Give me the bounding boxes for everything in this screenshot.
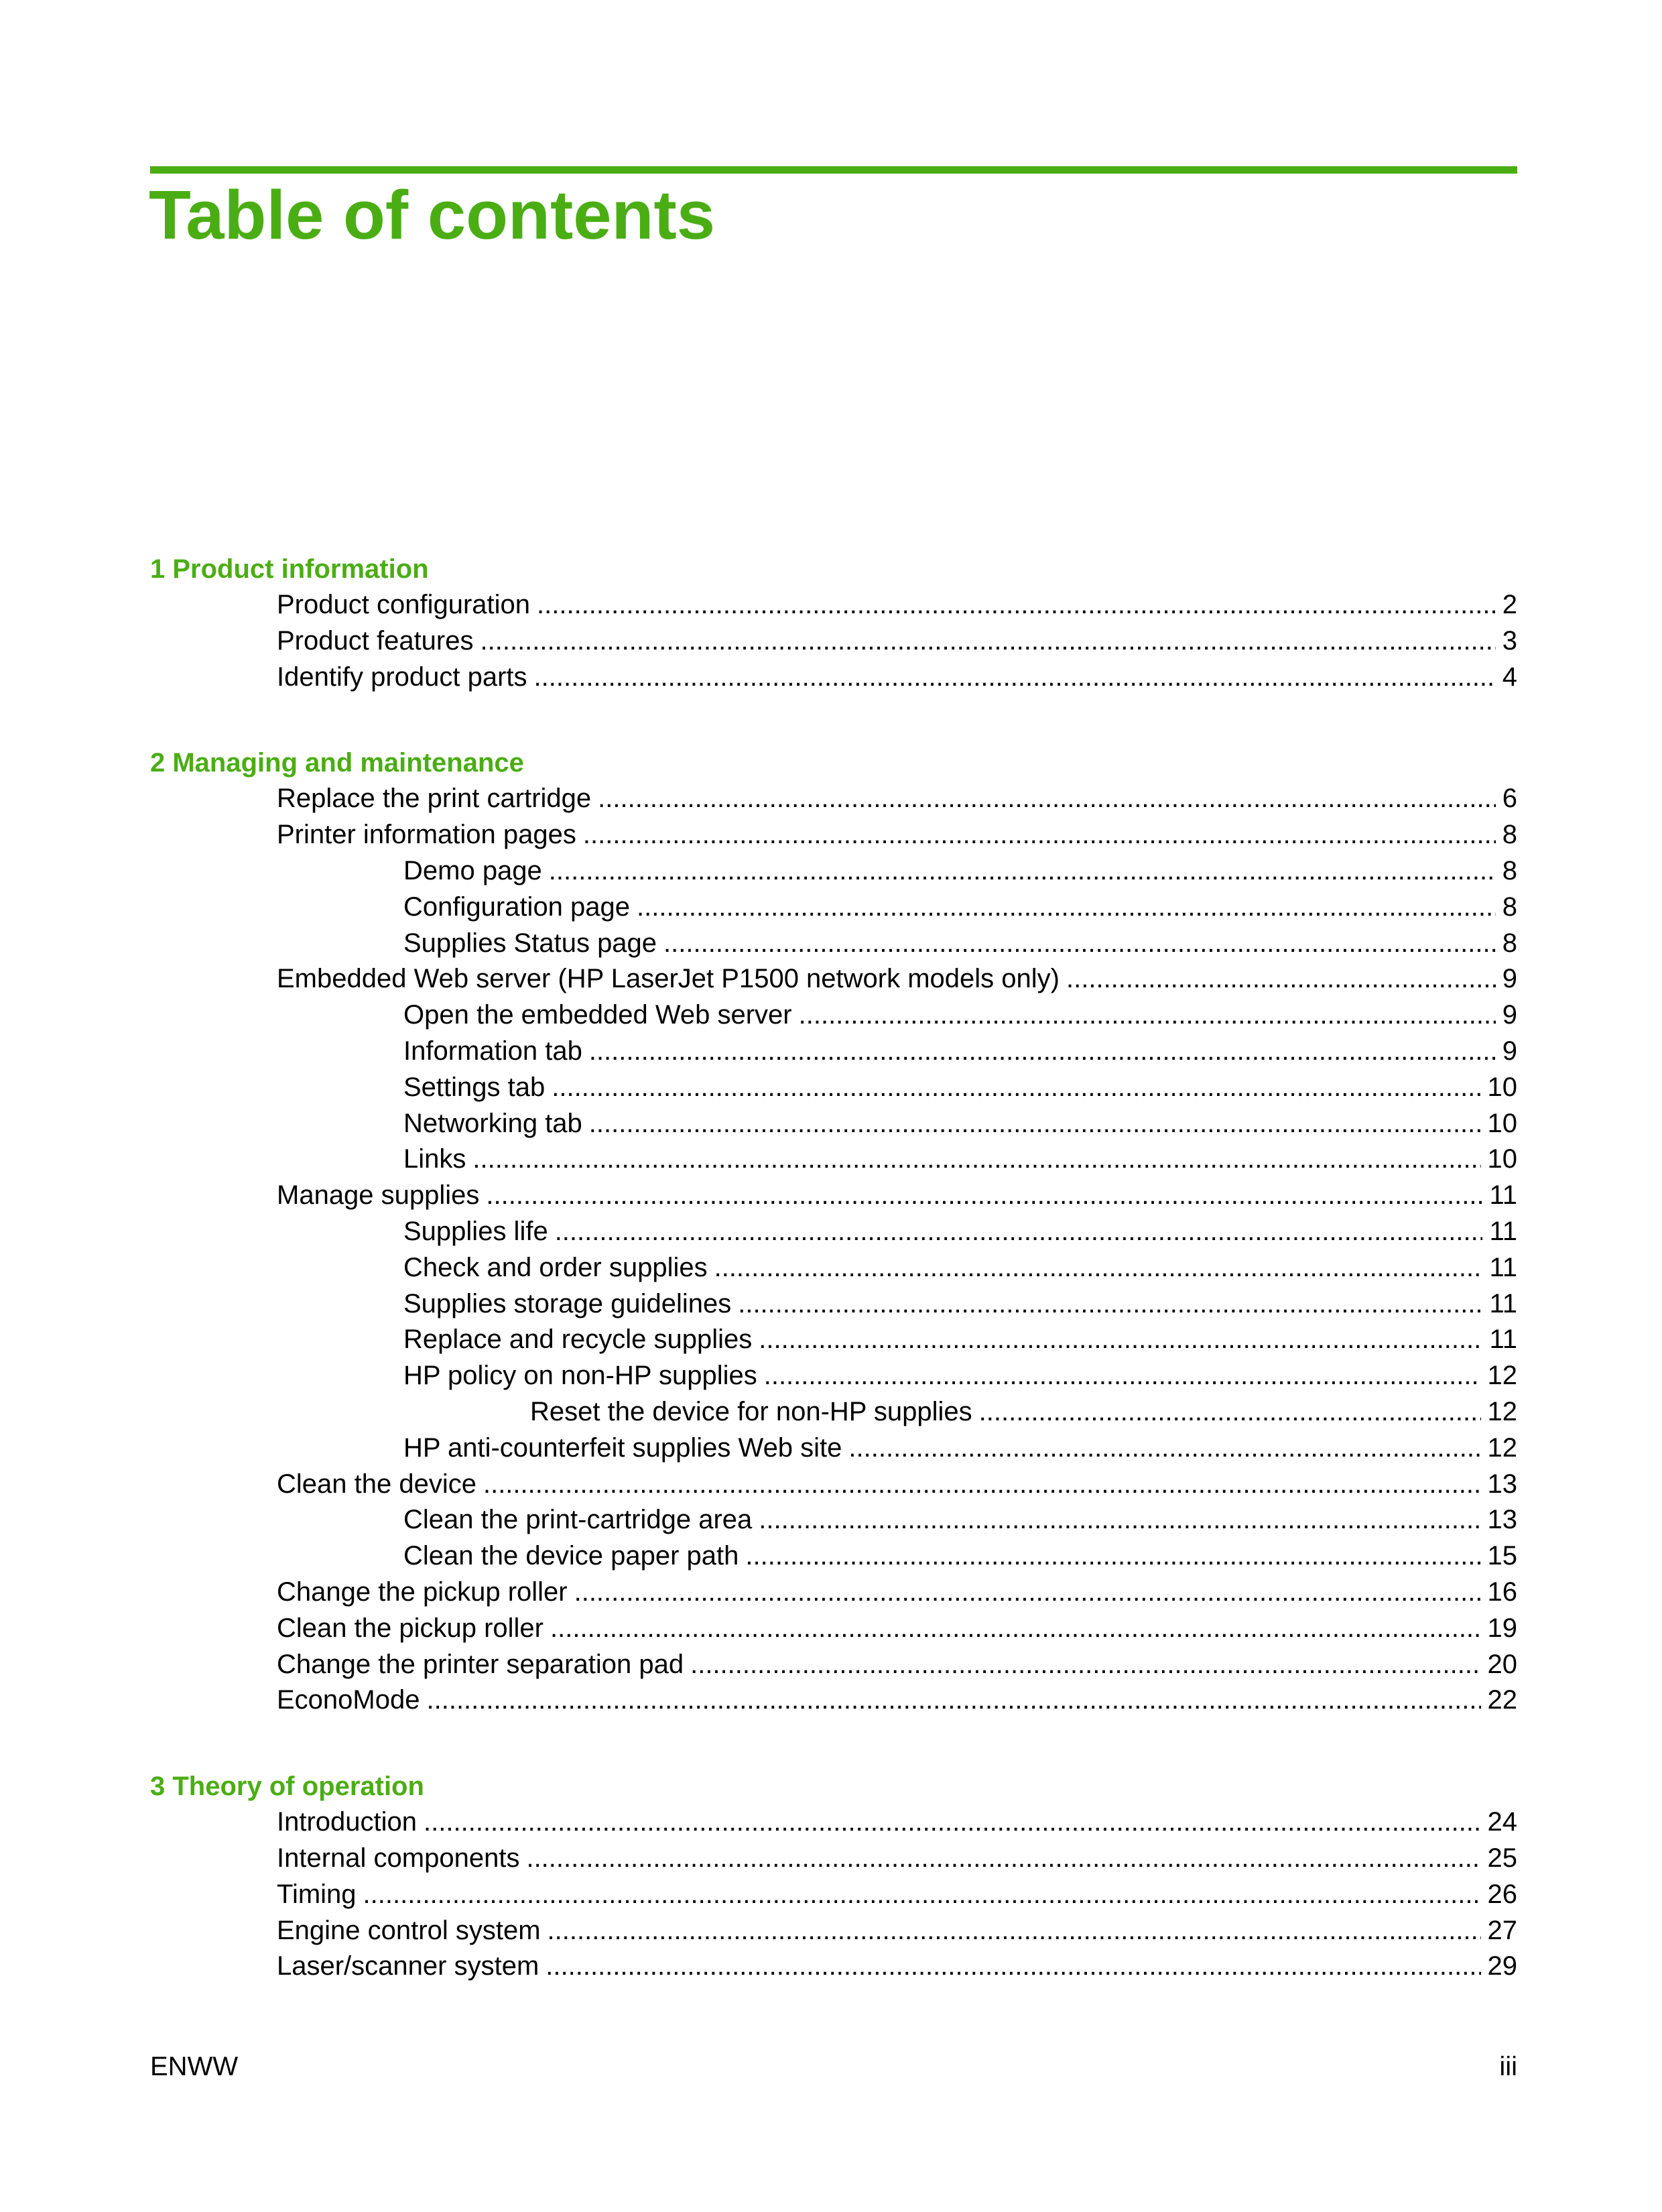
toc-entry-title: Check and order supplies xyxy=(403,1252,708,1282)
dot-leader xyxy=(550,1611,1481,1647)
toc-entry[interactable] xyxy=(150,926,1517,962)
toc-entry-page-number: 29 xyxy=(1487,1951,1517,1981)
title-rule xyxy=(150,166,1517,174)
toc-entry-title: HP anti-counterfeit supplies Web site xyxy=(403,1432,842,1463)
toc-entry-title: Clean the print-cartridge area xyxy=(403,1505,753,1535)
toc-entry-page-number: 25 xyxy=(1487,1843,1517,1873)
dot-leader xyxy=(759,1502,1480,1538)
toc-chapter xyxy=(150,551,1517,695)
toc-entry[interactable] xyxy=(150,1322,1517,1358)
dot-leader xyxy=(526,1841,1480,1877)
toc-entry-page-number: 13 xyxy=(1487,1505,1517,1535)
toc-entry[interactable] xyxy=(150,1214,1517,1250)
toc-entry[interactable] xyxy=(150,623,1517,660)
toc-entry-page-number: 11 xyxy=(1489,1216,1517,1246)
dot-leader xyxy=(486,1178,1482,1214)
dot-leader xyxy=(552,1070,1480,1106)
dot-leader xyxy=(1066,961,1496,997)
dot-leader xyxy=(546,1949,1480,1985)
dot-leader xyxy=(663,926,1496,962)
toc-entry[interactable] xyxy=(150,1178,1517,1214)
toc-entry-page-number: 10 xyxy=(1487,1108,1517,1138)
toc-entry-title: Replace the print cartridge xyxy=(277,784,592,814)
toc-entry-title: Information tab xyxy=(403,1036,582,1066)
toc-entry-page-number: 22 xyxy=(1487,1685,1517,1715)
toc-entry-title: Settings tab xyxy=(403,1072,546,1102)
page-title: Table of contents xyxy=(149,176,716,253)
table-of-contents xyxy=(150,551,1517,1985)
toc-entry[interactable] xyxy=(150,1682,1517,1719)
dot-leader xyxy=(690,1647,1480,1683)
chapter-heading[interactable]: 2 Managing and maintenance xyxy=(150,748,524,778)
toc-entry[interactable] xyxy=(150,817,1517,853)
dot-leader xyxy=(548,1913,1481,1949)
toc-entry-page-number: 10 xyxy=(1487,1072,1517,1102)
toc-entry-title: Engine control system xyxy=(277,1915,541,1945)
toc-entry-title: Manage supplies xyxy=(277,1180,480,1211)
toc-entry-page-number: 8 xyxy=(1502,855,1517,885)
dot-leader xyxy=(534,660,1496,696)
page-footer xyxy=(150,2048,1517,2085)
toc-entry-title: Supplies Status page xyxy=(403,928,657,958)
toc-entry[interactable] xyxy=(150,1034,1517,1070)
dot-leader xyxy=(799,997,1496,1034)
toc-entry-page-number: 11 xyxy=(1489,1325,1517,1355)
toc-entry-page-number: 20 xyxy=(1487,1649,1517,1679)
footer-page-number: iii xyxy=(1499,2052,1517,2081)
toc-entry-page-number: 9 xyxy=(1502,1036,1517,1066)
toc-entry[interactable] xyxy=(150,1430,1517,1467)
toc-entry[interactable] xyxy=(150,1142,1517,1178)
dot-leader xyxy=(848,1430,1480,1467)
dot-leader xyxy=(472,1142,1480,1178)
dot-leader xyxy=(574,1575,1481,1611)
toc-entry[interactable] xyxy=(150,1106,1517,1142)
toc-entry[interactable] xyxy=(150,1070,1517,1106)
toc-entry-title: Identify product parts xyxy=(277,662,527,692)
toc-entry-page-number: 24 xyxy=(1487,1807,1517,1837)
toc-entry[interactable] xyxy=(150,1647,1517,1683)
toc-entry-page-number: 4 xyxy=(1502,662,1517,692)
toc-entry-title: Links xyxy=(403,1144,466,1174)
toc-entry[interactable] xyxy=(150,997,1517,1034)
dot-leader xyxy=(598,781,1496,817)
toc-entry[interactable] xyxy=(150,1575,1517,1611)
dot-leader xyxy=(589,1034,1496,1070)
toc-entry[interactable] xyxy=(150,1538,1517,1575)
toc-entry[interactable] xyxy=(150,1250,1517,1286)
toc-entry-title: Embedded Web server (HP LaserJet P1500 network models only) xyxy=(277,964,1060,994)
chapter-heading[interactable]: 3 Theory of operation xyxy=(150,1772,424,1802)
toc-entry-page-number: 8 xyxy=(1502,820,1517,850)
toc-entry-title: Laser/scanner system xyxy=(277,1951,539,1981)
toc-entry-page-number: 10 xyxy=(1487,1144,1517,1174)
toc-entry-page-number: 9 xyxy=(1502,964,1517,994)
toc-entry[interactable] xyxy=(150,1394,1517,1430)
toc-entry-page-number: 6 xyxy=(1502,784,1517,814)
toc-entry-page-number: 12 xyxy=(1487,1361,1517,1391)
dot-leader xyxy=(555,1214,1483,1250)
toc-entry-title: Clean the pickup roller xyxy=(277,1613,544,1643)
toc-entry-page-number: 12 xyxy=(1487,1432,1517,1463)
toc-entry-title: EconoMode xyxy=(277,1685,420,1715)
toc-entry-title: Change the pickup roller xyxy=(277,1577,568,1607)
toc-entry[interactable] xyxy=(150,587,1517,623)
toc-entry-page-number: 13 xyxy=(1487,1469,1517,1499)
dot-leader xyxy=(537,587,1496,623)
toc-entry-page-number: 16 xyxy=(1487,1577,1517,1607)
dot-leader xyxy=(637,889,1496,926)
dot-leader xyxy=(764,1358,1481,1394)
toc-entry-title: Product features xyxy=(277,625,474,656)
toc-entry-title: Timing xyxy=(277,1879,357,1909)
toc-entry[interactable] xyxy=(150,853,1517,889)
toc-entry[interactable] xyxy=(150,660,1517,696)
dot-leader xyxy=(745,1538,1480,1575)
toc-entry-page-number: 3 xyxy=(1502,625,1517,656)
footer-document-code: ENWW xyxy=(150,2052,239,2081)
toc-entry-title: Clean the device xyxy=(277,1469,476,1499)
toc-chapter xyxy=(150,1768,1517,1985)
toc-entry[interactable] xyxy=(150,1286,1517,1323)
toc-entry[interactable] xyxy=(150,1358,1517,1394)
toc-entry[interactable] xyxy=(150,1949,1517,1985)
toc-entry-title: Printer information pages xyxy=(277,820,576,850)
toc-entry-title: Supplies storage guidelines xyxy=(403,1288,732,1318)
toc-entry-page-number: 27 xyxy=(1487,1915,1517,1945)
dot-leader xyxy=(979,1394,1481,1430)
toc-chapter xyxy=(150,745,1517,1719)
toc-entry-page-number: 11 xyxy=(1489,1180,1517,1211)
toc-entry-title: Open the embedded Web server xyxy=(403,1000,792,1030)
dot-leader xyxy=(759,1322,1482,1358)
toc-entry-page-number: 11 xyxy=(1489,1288,1517,1318)
dot-leader xyxy=(583,817,1496,853)
dot-leader xyxy=(589,1106,1481,1142)
toc-entry[interactable] xyxy=(150,1841,1517,1877)
dot-leader xyxy=(483,1467,1481,1503)
toc-entry-page-number: 26 xyxy=(1487,1879,1517,1909)
toc-entry-page-number: 9 xyxy=(1502,1000,1517,1030)
toc-entry[interactable] xyxy=(150,1467,1517,1503)
toc-entry-title: Replace and recycle supplies xyxy=(403,1325,753,1355)
toc-entry-title: Product configuration xyxy=(277,590,531,619)
toc-entry-page-number: 11 xyxy=(1489,1252,1517,1282)
toc-entry-page-number: 2 xyxy=(1502,590,1517,619)
toc-entry[interactable] xyxy=(150,1877,1517,1913)
toc-entry-page-number: 12 xyxy=(1487,1396,1517,1426)
toc-entry[interactable] xyxy=(150,1502,1517,1538)
toc-entry-page-number: 8 xyxy=(1502,892,1517,922)
toc-entry-title: Clean the device paper path xyxy=(403,1541,739,1571)
toc-entry[interactable] xyxy=(150,1611,1517,1647)
toc-entry-title: HP policy on non-HP supplies xyxy=(403,1361,757,1391)
toc-entry-title: Introduction xyxy=(277,1807,418,1837)
toc-entry-page-number: 8 xyxy=(1502,928,1517,958)
toc-entry-title: Demo page xyxy=(403,855,542,885)
dot-leader xyxy=(549,853,1496,889)
dot-leader xyxy=(363,1877,1481,1913)
dot-leader xyxy=(738,1286,1482,1323)
chapter-heading[interactable]: 1 Product information xyxy=(150,554,429,584)
toc-entry-title: Networking tab xyxy=(403,1108,582,1138)
toc-entry[interactable] xyxy=(150,889,1517,926)
toc-entry[interactable] xyxy=(150,961,1517,997)
toc-entry-title: Supplies life xyxy=(403,1216,548,1246)
dot-leader xyxy=(426,1682,1480,1719)
dot-leader xyxy=(481,623,1496,660)
toc-entry-title: Internal components xyxy=(277,1843,520,1873)
toc-entry-title: Change the printer separation pad xyxy=(277,1649,684,1679)
toc-entry[interactable] xyxy=(150,781,1517,817)
toc-entry-page-number: 19 xyxy=(1487,1613,1517,1643)
toc-entry[interactable] xyxy=(150,1913,1517,1949)
toc-entry-title: Configuration page xyxy=(403,892,631,922)
toc-entry-title: Reset the device for non-HP supplies xyxy=(530,1396,972,1426)
dot-leader xyxy=(424,1804,1480,1841)
toc-entry[interactable] xyxy=(150,1804,1517,1841)
dot-leader xyxy=(714,1250,1483,1286)
toc-entry-page-number: 15 xyxy=(1487,1541,1517,1571)
